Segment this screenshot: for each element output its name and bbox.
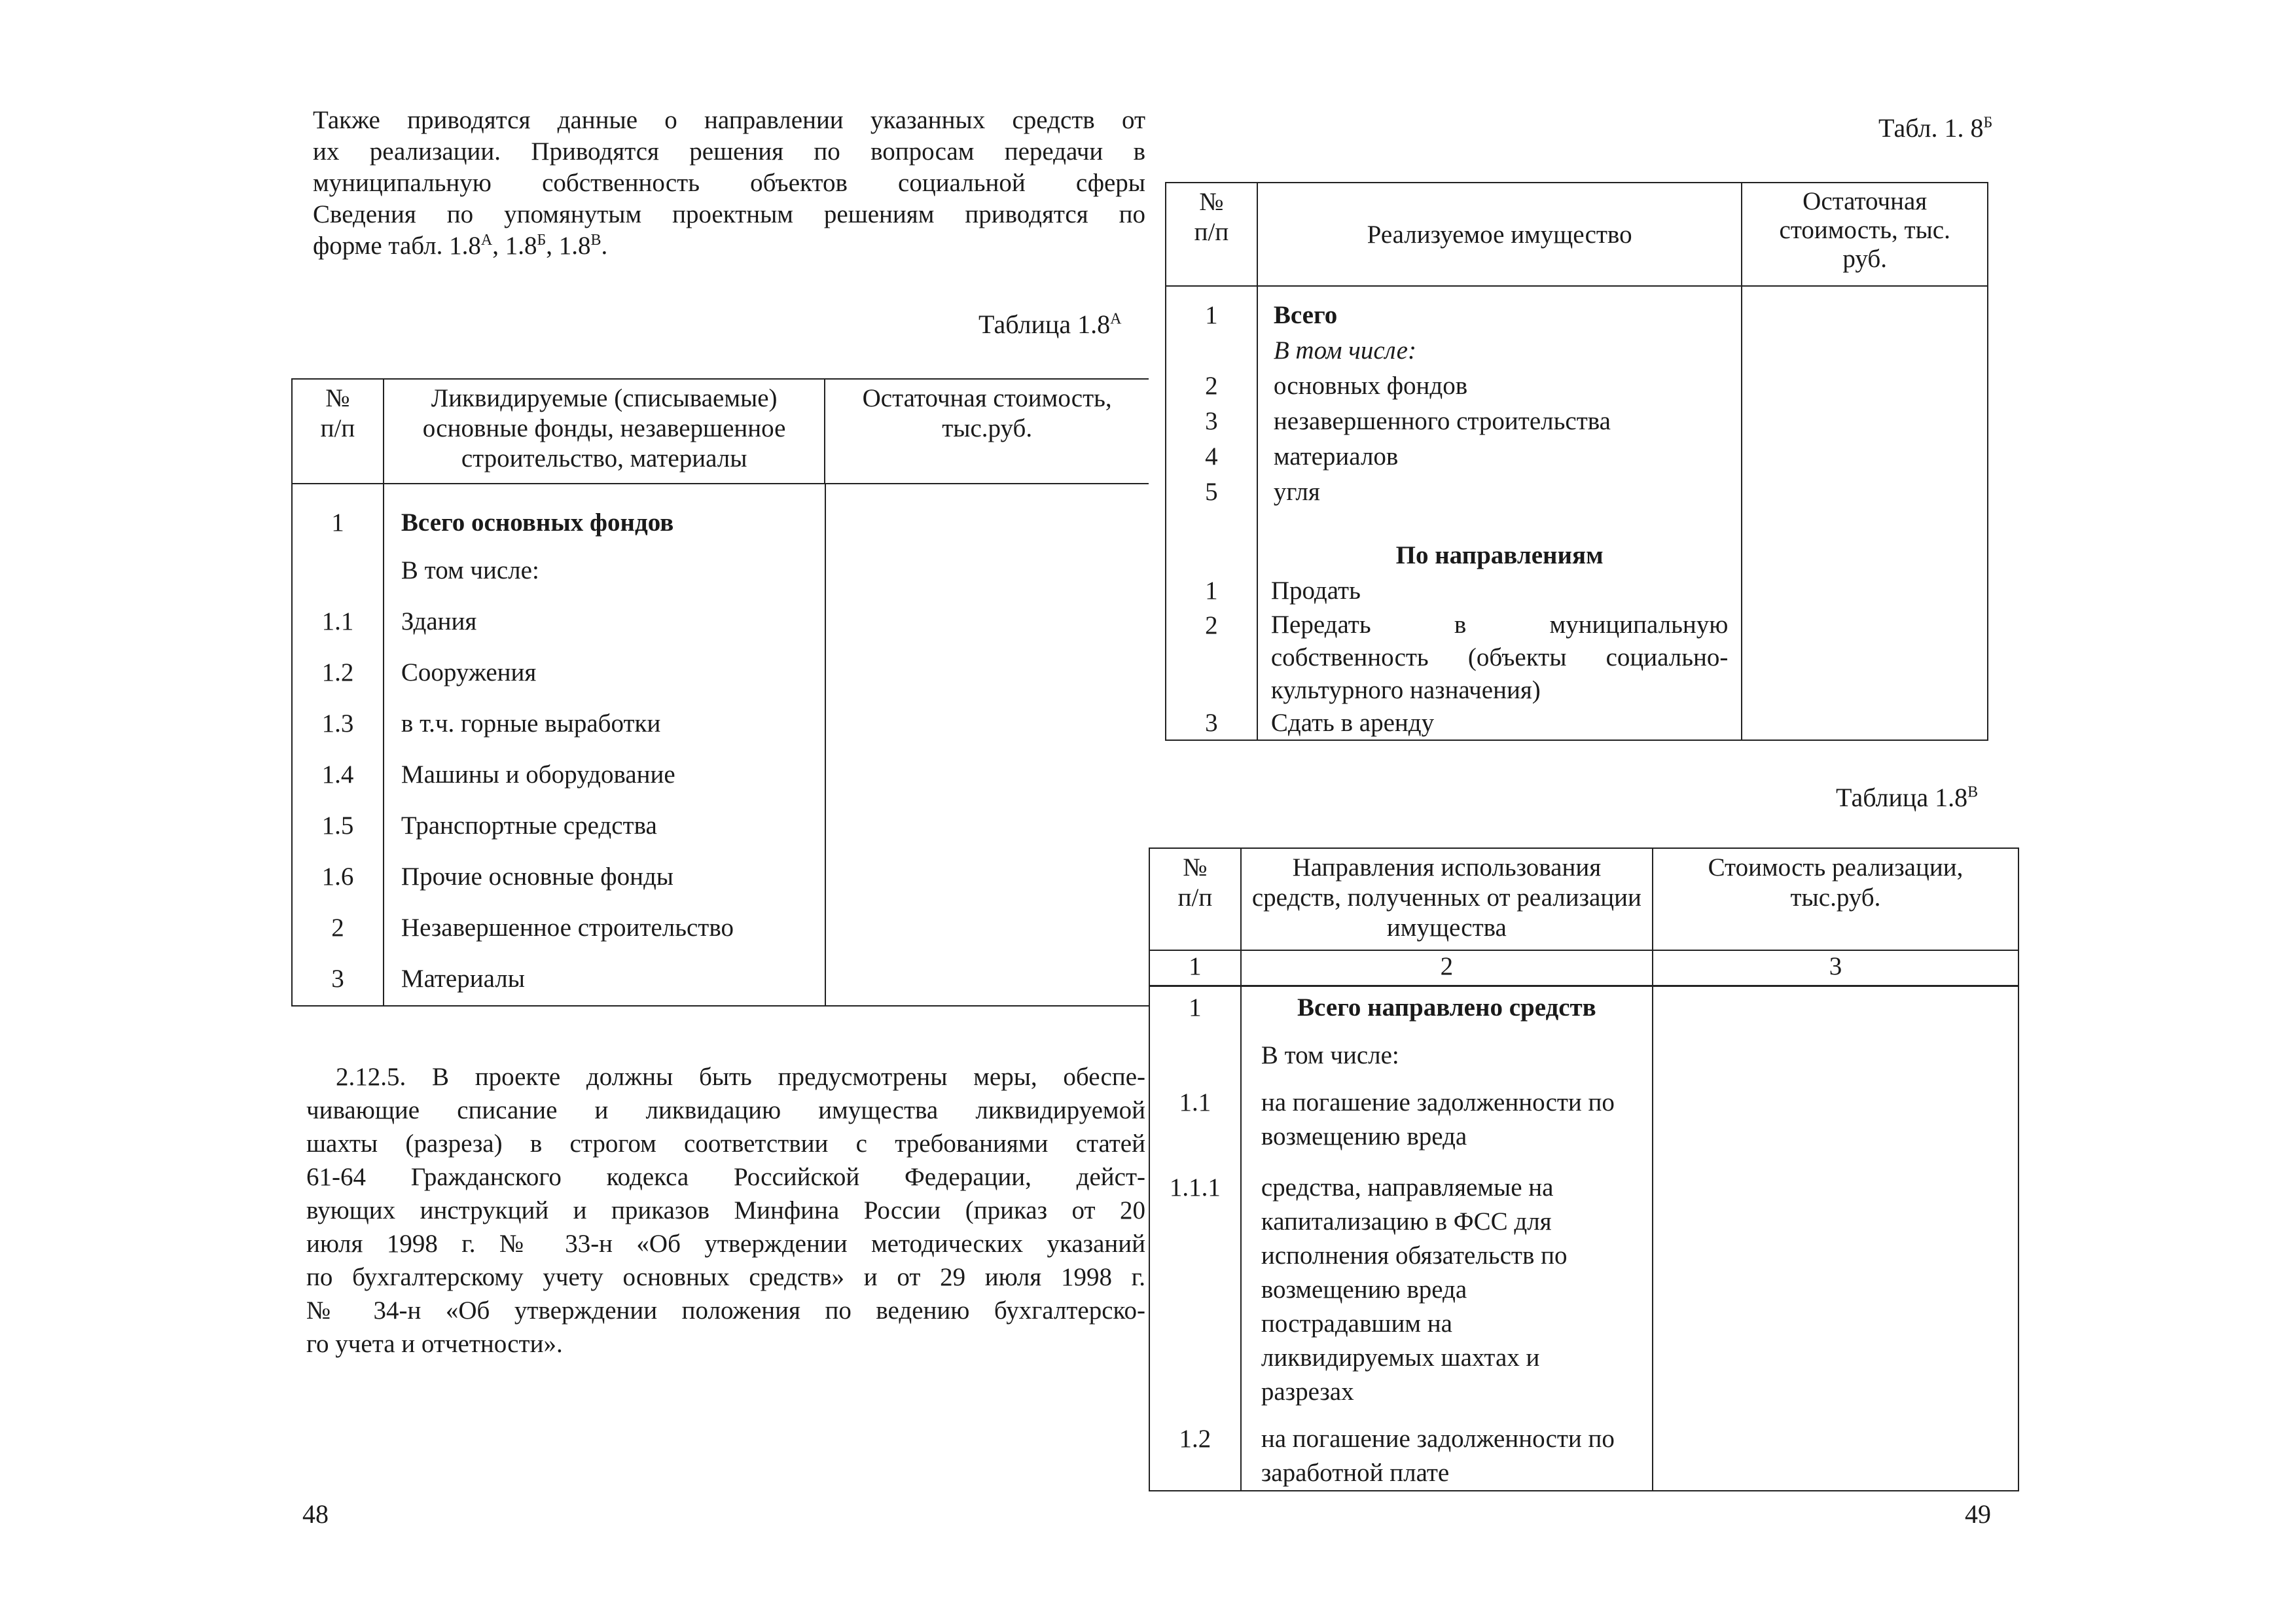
row-label: Сдать в аренду xyxy=(1257,707,1742,740)
table-row xyxy=(1149,1409,2018,1491)
column-number: 2 xyxy=(1241,950,1653,986)
para-line: июля 1998 г. № 33-н «Об утверждении методических указаний xyxy=(306,1230,1145,1258)
row-label: Продать xyxy=(1257,573,1742,609)
table-row xyxy=(292,649,1149,700)
row-label: Здания xyxy=(384,597,825,649)
row-value xyxy=(1742,404,1988,439)
row-label: основных фондов xyxy=(1257,368,1742,404)
table-row xyxy=(1149,1073,2018,1154)
header-property: Реализуемое имущество xyxy=(1257,183,1742,286)
row-number: 1.1 xyxy=(1149,1073,1241,1154)
row-value xyxy=(825,853,1149,904)
column-number-row xyxy=(1149,950,2018,986)
table-row xyxy=(292,700,1149,751)
row-value xyxy=(825,751,1149,802)
row-number: 1.1.1 xyxy=(1149,1154,1241,1409)
table-a xyxy=(291,378,1149,1007)
header-number: № п/п xyxy=(1149,848,1241,950)
table-row xyxy=(292,484,1149,546)
row-value xyxy=(825,700,1149,751)
header-number: № п/п xyxy=(1166,183,1257,286)
row-value xyxy=(825,597,1149,649)
page-number-right: 49 xyxy=(1965,1499,1991,1529)
para-line: вующих инструкций и приказов Минфина России (приказ от 20 xyxy=(306,1196,1145,1224)
row-number: 5 xyxy=(1166,474,1257,510)
para-line: по бухгалтерскому учету основных средств» и от 29 июля 1998 г. xyxy=(306,1263,1145,1291)
table-row xyxy=(292,904,1149,955)
table-row xyxy=(1166,510,1988,573)
row-number: 2 xyxy=(1166,368,1257,404)
row-value xyxy=(1742,707,1988,740)
table-v-caption: Таблица $1.8^В$ xyxy=(1836,783,1979,812)
table-v xyxy=(1149,847,2019,1491)
table-row xyxy=(1166,286,1988,333)
row-number: 2 xyxy=(1166,609,1257,707)
table-row xyxy=(1166,404,1988,439)
table-b-caption: Табл. 1. $8^Б$ xyxy=(1878,113,1993,143)
row-label: В том числе: xyxy=(1241,1026,1653,1073)
row-label: Транспортные средства xyxy=(384,802,825,853)
row-number: 3 xyxy=(1166,707,1257,740)
row-number xyxy=(1166,333,1257,368)
row-number xyxy=(292,546,384,597)
row-value xyxy=(825,546,1149,597)
row-value xyxy=(1653,1026,2018,1073)
row-number: 3 xyxy=(292,955,384,1006)
para-line: 61-64 Гражданского кодекса Российской Федерации, дейст- xyxy=(306,1163,1145,1191)
row-label: Незавершенное строительство xyxy=(384,904,825,955)
intro-paragraph xyxy=(313,105,1145,262)
row-number: 3 xyxy=(1166,404,1257,439)
row-number: 1.4 xyxy=(292,751,384,802)
table-row xyxy=(292,802,1149,853)
row-value xyxy=(825,484,1149,546)
row-number xyxy=(1149,1026,1241,1073)
intro-line-last: форме табл. $1.8^А$, $1.8^Б$, $1.8^В$. xyxy=(313,232,608,260)
row-number: 1.2 xyxy=(292,649,384,700)
row-value xyxy=(1653,1154,2018,1409)
row-number: 1.1 xyxy=(292,597,384,649)
table-b xyxy=(1165,182,1988,741)
table-row xyxy=(1166,474,1988,510)
para-line: 2.12.5. В проекте должны быть предусмотрены меры, обеспе- xyxy=(336,1063,1145,1091)
table-row xyxy=(1166,707,1988,740)
row-label: на погашение задолженности по возмещению вреда xyxy=(1241,1073,1653,1154)
table-row xyxy=(1166,439,1988,474)
column-number: 1 xyxy=(1149,950,1241,986)
table-row xyxy=(1166,609,1988,707)
row-label: В том числе: xyxy=(384,546,825,597)
table-row xyxy=(1166,333,1988,368)
table-row xyxy=(292,597,1149,649)
row-label: Машины и оборудование xyxy=(384,751,825,802)
row-number: 1 xyxy=(292,484,384,546)
row-value xyxy=(1653,986,2018,1026)
row-label: Всего xyxy=(1257,286,1742,333)
row-label: По направлениям xyxy=(1257,510,1742,573)
row-number: 1.2 xyxy=(1149,1409,1241,1491)
header-sale-value: Стоимость реализации, тыс.руб. xyxy=(1708,853,1964,912)
row-label: в т.ч. горные выработки xyxy=(384,700,825,751)
column-number: 3 xyxy=(1829,952,1842,980)
row-label: средства, направляемые на капитализацию в ФСС для исполнения обязательств по возмещению вреда пострадавшим на ликвидируемых шахтах и разрезах xyxy=(1241,1154,1653,1409)
page-number-left: 48 xyxy=(302,1499,329,1529)
intro-line: Также приводятся данные о направлении указанных средств от xyxy=(313,106,1145,134)
para-line: № 34-н «Об утверждении положения по ведению бухгалтерско- xyxy=(306,1296,1145,1325)
row-value xyxy=(825,955,1149,1006)
row-value xyxy=(1742,474,1988,510)
row-label: Всего основных фондов xyxy=(384,484,825,546)
row-label: Сооружения xyxy=(384,649,825,700)
row-label: Материалы xyxy=(384,955,825,1006)
row-label: на погашение задолженности по заработной плате xyxy=(1241,1409,1653,1491)
paragraph-2-12-5 xyxy=(306,1060,1145,1361)
row-number: 2 xyxy=(292,904,384,955)
row-value xyxy=(825,904,1149,955)
header-number: № п/п xyxy=(292,379,384,484)
row-number: 1 xyxy=(1166,573,1257,609)
row-value xyxy=(1653,1409,2018,1491)
row-label: Всего направлено средств xyxy=(1241,986,1653,1026)
table-row xyxy=(1149,1026,2018,1073)
row-label: незавершенного строительства xyxy=(1257,404,1742,439)
row-value xyxy=(1742,573,1988,609)
table-row xyxy=(292,751,1149,802)
header-assets: Ликвидируемые (списываемые) основные фонды, незавершенное строительство, материалы xyxy=(384,379,825,484)
row-value xyxy=(825,649,1149,700)
table-row xyxy=(292,546,1149,597)
row-value xyxy=(1742,510,1988,573)
intro-line: их реализации. Приводятся решения по вопросам передачи в xyxy=(313,137,1145,166)
row-label: В том числе: xyxy=(1257,333,1742,368)
row-number: 1.5 xyxy=(292,802,384,853)
row-value xyxy=(1742,368,1988,404)
row-label: материалов xyxy=(1257,439,1742,474)
table-row xyxy=(1166,368,1988,404)
para-line: шахты (разреза) в строгом соответствии с требованиями статей xyxy=(306,1130,1145,1158)
table-row xyxy=(1149,1154,2018,1409)
table-a-caption: Таблица $1.8^А$ xyxy=(978,310,1122,339)
row-value xyxy=(1742,286,1988,333)
row-label: Передать в муниципальную собственность (объекты социально-культурного назначения) xyxy=(1257,609,1742,707)
row-value xyxy=(1653,1073,2018,1154)
table-row xyxy=(1149,986,2018,1026)
row-value xyxy=(825,802,1149,853)
row-value xyxy=(1742,439,1988,474)
row-number: 1.3 xyxy=(292,700,384,751)
para-line: го учета и отчетности». xyxy=(306,1330,563,1358)
row-number: 1.6 xyxy=(292,853,384,904)
table-row xyxy=(292,853,1149,904)
row-number: 1 xyxy=(1166,286,1257,333)
intro-line: Сведения по упомянутым проектным решениям приводятся по xyxy=(313,200,1145,228)
table-row xyxy=(292,955,1149,1006)
row-label: угля xyxy=(1257,474,1742,510)
row-value xyxy=(1742,333,1988,368)
row-number: 4 xyxy=(1166,439,1257,474)
para-line: чивающие списание и ликвидацию имущества ликвидируемой xyxy=(306,1096,1145,1124)
row-number: 1 xyxy=(1149,986,1241,1026)
row-label: Прочие основные фонды xyxy=(384,853,825,904)
row-value xyxy=(1742,609,1988,707)
table-row xyxy=(1166,573,1988,609)
header-residual-value: Остаточная стоимость, тыс.руб. xyxy=(862,384,1112,442)
row-number xyxy=(1166,510,1257,573)
intro-line: муниципальную собственность объектов социальной сферы xyxy=(313,169,1145,197)
header-directions: Направления использования средств, полученных от реализации имущества xyxy=(1241,848,1653,950)
header-residual-value: Остаточная стоимость, тыс. руб. xyxy=(1779,187,1950,273)
